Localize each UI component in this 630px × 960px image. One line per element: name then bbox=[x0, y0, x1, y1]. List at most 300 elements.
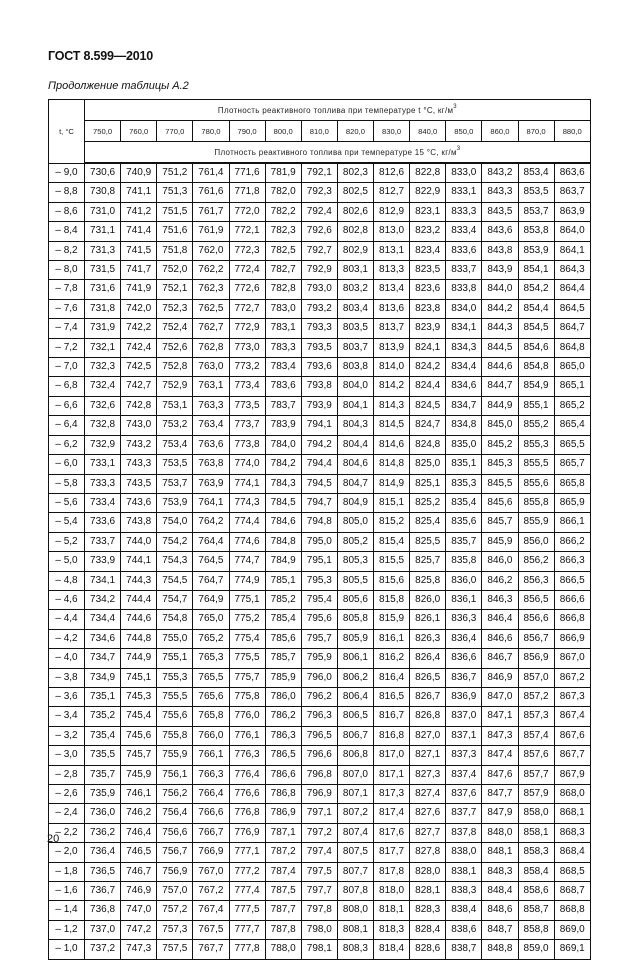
density-cell: 845,6 bbox=[482, 493, 518, 512]
density-cell: 804,4 bbox=[337, 435, 373, 454]
density-cell: 812,6 bbox=[374, 163, 410, 183]
density-cell: 855,5 bbox=[518, 455, 554, 474]
density-cell: 813,7 bbox=[374, 319, 410, 338]
density-cell: 743,5 bbox=[121, 474, 157, 493]
table-row bbox=[49, 687, 591, 706]
density-cell: 796,8 bbox=[301, 765, 337, 784]
density-cell: 746,7 bbox=[121, 862, 157, 881]
density-cell: 816,2 bbox=[374, 649, 410, 668]
density-cell: 794,2 bbox=[301, 435, 337, 454]
density-cell: 848,7 bbox=[482, 920, 518, 939]
density-cell: 836,0 bbox=[446, 571, 482, 590]
density-cell: 825,0 bbox=[410, 455, 446, 474]
table-caption: Продолжение таблицы А.2 bbox=[48, 80, 189, 92]
density-cell: 857,9 bbox=[518, 785, 554, 804]
density-cell: 762,8 bbox=[193, 338, 229, 357]
density-cell: 784,6 bbox=[265, 513, 301, 532]
density-cell: 772,9 bbox=[229, 319, 265, 338]
density-cell: 745,7 bbox=[121, 746, 157, 765]
column-header: 780,0 bbox=[193, 121, 229, 142]
density-cell: 802,3 bbox=[337, 163, 373, 183]
temperature-cell: – 8,8 bbox=[49, 183, 85, 202]
density-cell: 844,3 bbox=[482, 319, 518, 338]
density-cell: 854,9 bbox=[518, 377, 554, 396]
density-cell: 777,8 bbox=[229, 940, 265, 959]
density-cell: 783,4 bbox=[265, 358, 301, 377]
density-cell: 743,0 bbox=[121, 416, 157, 435]
density-cell: 868,1 bbox=[554, 804, 590, 823]
temperature-cell: – 5,0 bbox=[49, 552, 85, 571]
density-cell: 813,0 bbox=[374, 222, 410, 241]
density-cell: 775,7 bbox=[229, 668, 265, 687]
density-cell: 837,8 bbox=[446, 823, 482, 842]
density-cell: 847,4 bbox=[482, 746, 518, 765]
density-cell: 787,2 bbox=[265, 843, 301, 862]
density-cell: 828,3 bbox=[410, 901, 446, 920]
density-cell: 826,1 bbox=[410, 610, 446, 629]
density-cell: 827,0 bbox=[410, 726, 446, 745]
density-cell: 737,2 bbox=[85, 940, 121, 959]
table-row bbox=[49, 532, 591, 551]
density-cell: 794,4 bbox=[301, 455, 337, 474]
column-header: 870,0 bbox=[518, 121, 554, 142]
density-cell: 824,1 bbox=[410, 338, 446, 357]
density-cell: 782,0 bbox=[265, 183, 301, 202]
density-cell: 843,3 bbox=[482, 183, 518, 202]
temperature-cell: – 8,0 bbox=[49, 261, 85, 280]
density-cell: 772,1 bbox=[229, 222, 265, 241]
table-row bbox=[49, 571, 591, 590]
density-cell: 837,1 bbox=[446, 726, 482, 745]
density-cell: 784,3 bbox=[265, 474, 301, 493]
density-cell: 845,2 bbox=[482, 435, 518, 454]
density-cell: 803,2 bbox=[337, 280, 373, 299]
density-cell: 833,1 bbox=[446, 183, 482, 202]
density-cell: 763,6 bbox=[193, 435, 229, 454]
density-cell: 855,1 bbox=[518, 396, 554, 415]
table-row bbox=[49, 299, 591, 318]
density-cell: 835,3 bbox=[446, 474, 482, 493]
density-cell: 755,8 bbox=[157, 726, 193, 745]
temperature-cell: – 6,4 bbox=[49, 416, 85, 435]
density-cell: 752,8 bbox=[157, 358, 193, 377]
density-cell: 846,4 bbox=[482, 610, 518, 629]
density-cell: 794,5 bbox=[301, 474, 337, 493]
density-cell: 785,4 bbox=[265, 610, 301, 629]
density-cell: 733,4 bbox=[85, 493, 121, 512]
density-cell: 741,7 bbox=[121, 261, 157, 280]
density-cell: 827,8 bbox=[410, 843, 446, 862]
temperature-cell: – 1,4 bbox=[49, 901, 85, 920]
density-cell: 835,4 bbox=[446, 493, 482, 512]
table-row bbox=[49, 280, 591, 299]
density-cell: 863,6 bbox=[554, 163, 590, 183]
density-cell: 766,6 bbox=[193, 804, 229, 823]
density-cell: 867,4 bbox=[554, 707, 590, 726]
density-cell: 756,4 bbox=[157, 804, 193, 823]
density-cell: 856,0 bbox=[518, 532, 554, 551]
density-cell: 857,7 bbox=[518, 765, 554, 784]
density-cell: 844,5 bbox=[482, 338, 518, 357]
density-cell: 732,1 bbox=[85, 338, 121, 357]
density-cell: 833,4 bbox=[446, 222, 482, 241]
density-cell: 745,3 bbox=[121, 687, 157, 706]
density-cell: 865,1 bbox=[554, 377, 590, 396]
density-cell: 742,0 bbox=[121, 299, 157, 318]
density-cell: 837,0 bbox=[446, 707, 482, 726]
density-cell: 797,4 bbox=[301, 843, 337, 862]
density-cell: 786,3 bbox=[265, 726, 301, 745]
density-cell: 802,9 bbox=[337, 241, 373, 260]
density-cell: 798,1 bbox=[301, 940, 337, 959]
table-row bbox=[49, 319, 591, 338]
table-row bbox=[49, 358, 591, 377]
density-cell: 804,1 bbox=[337, 396, 373, 415]
density-cell: 854,6 bbox=[518, 338, 554, 357]
density-cell: 755,9 bbox=[157, 746, 193, 765]
density-cell: 866,1 bbox=[554, 513, 590, 532]
density-cell: 735,4 bbox=[85, 726, 121, 745]
table-row bbox=[49, 552, 591, 571]
density-cell: 773,7 bbox=[229, 416, 265, 435]
density-cell: 807,0 bbox=[337, 765, 373, 784]
density-cell: 863,9 bbox=[554, 202, 590, 221]
density-cell: 813,9 bbox=[374, 338, 410, 357]
density-cell: 845,3 bbox=[482, 455, 518, 474]
density-cell: 826,3 bbox=[410, 629, 446, 648]
density-cell: 846,3 bbox=[482, 590, 518, 609]
density-cell: 773,8 bbox=[229, 435, 265, 454]
header-density-at-t: Плотность реактивного топлива при температуре t °C, $кг/м^3$ bbox=[85, 100, 591, 121]
density-cell: 795,1 bbox=[301, 552, 337, 571]
column-header: 850,0 bbox=[446, 121, 482, 142]
density-cell: 823,4 bbox=[410, 241, 446, 260]
density-cell: 805,0 bbox=[337, 513, 373, 532]
density-cell: 866,3 bbox=[554, 552, 590, 571]
density-cell: 835,0 bbox=[446, 435, 482, 454]
density-cell: 815,8 bbox=[374, 590, 410, 609]
density-cell: 766,1 bbox=[193, 746, 229, 765]
density-cell: 813,4 bbox=[374, 280, 410, 299]
density-cell: 856,6 bbox=[518, 610, 554, 629]
table-row bbox=[49, 901, 591, 920]
density-cell: 786,2 bbox=[265, 707, 301, 726]
density-cell: 865,7 bbox=[554, 455, 590, 474]
temperature-cell: – 8,4 bbox=[49, 222, 85, 241]
density-cell: 867,9 bbox=[554, 765, 590, 784]
density-cell: 762,2 bbox=[193, 261, 229, 280]
density-cell: 783,1 bbox=[265, 319, 301, 338]
density-cell: 766,4 bbox=[193, 785, 229, 804]
density-cell: 824,2 bbox=[410, 358, 446, 377]
density-cell: 844,9 bbox=[482, 396, 518, 415]
density-cell: 735,7 bbox=[85, 765, 121, 784]
density-cell: 808,1 bbox=[337, 920, 373, 939]
temperature-cell: – 4,0 bbox=[49, 649, 85, 668]
density-cell: 783,0 bbox=[265, 299, 301, 318]
density-cell: 776,9 bbox=[229, 823, 265, 842]
page-number: 20 bbox=[47, 833, 60, 845]
temperature-cell: – 3,6 bbox=[49, 687, 85, 706]
density-cell: 817,7 bbox=[374, 843, 410, 862]
density-cell: 764,7 bbox=[193, 571, 229, 590]
density-cell: 793,2 bbox=[301, 299, 337, 318]
density-cell: 868,4 bbox=[554, 843, 590, 862]
density-cell: 754,8 bbox=[157, 610, 193, 629]
density-cell: 754,0 bbox=[157, 513, 193, 532]
table-row bbox=[49, 222, 591, 241]
density-cell: 757,0 bbox=[157, 882, 193, 901]
temperature-cell: – 1,6 bbox=[49, 882, 85, 901]
density-cell: 747,3 bbox=[121, 940, 157, 959]
temperature-cell: – 2,0 bbox=[49, 843, 85, 862]
density-cell: 771,6 bbox=[229, 163, 265, 183]
density-cell: 774,9 bbox=[229, 571, 265, 590]
density-cell: 796,5 bbox=[301, 726, 337, 745]
density-cell: 858,7 bbox=[518, 901, 554, 920]
density-cell: 785,9 bbox=[265, 668, 301, 687]
density-cell: 785,2 bbox=[265, 590, 301, 609]
density-cell: 847,1 bbox=[482, 707, 518, 726]
density-cell: 761,9 bbox=[193, 222, 229, 241]
density-cell: 825,1 bbox=[410, 474, 446, 493]
temperature-cell: – 6,8 bbox=[49, 377, 85, 396]
density-cell: 834,1 bbox=[446, 319, 482, 338]
table-row bbox=[49, 202, 591, 221]
density-cell: 865,8 bbox=[554, 474, 590, 493]
density-cell: 814,2 bbox=[374, 377, 410, 396]
density-cell: 754,7 bbox=[157, 590, 193, 609]
density-cell: 806,1 bbox=[337, 649, 373, 668]
density-cell: 853,9 bbox=[518, 241, 554, 260]
density-cell: 755,6 bbox=[157, 707, 193, 726]
header-density-at-15: Плотность реактивного топлива при температуре 15 °C, $кг/м^3$ bbox=[85, 142, 591, 164]
density-cell: 746,2 bbox=[121, 804, 157, 823]
density-cell: 805,9 bbox=[337, 629, 373, 648]
density-cell: 847,6 bbox=[482, 765, 518, 784]
density-cell: 736,0 bbox=[85, 804, 121, 823]
density-cell: 817,6 bbox=[374, 823, 410, 842]
density-cell: 803,7 bbox=[337, 338, 373, 357]
density-cell: 766,7 bbox=[193, 823, 229, 842]
density-cell: 838,0 bbox=[446, 843, 482, 862]
density-cell: 814,9 bbox=[374, 474, 410, 493]
density-cell: 806,8 bbox=[337, 746, 373, 765]
density-cell: 732,8 bbox=[85, 416, 121, 435]
density-cell: 794,1 bbox=[301, 416, 337, 435]
density-cell: 761,7 bbox=[193, 202, 229, 221]
temperature-cell: – 1,8 bbox=[49, 862, 85, 881]
density-cell: 741,1 bbox=[121, 183, 157, 202]
density-cell: 868,5 bbox=[554, 862, 590, 881]
density-cell: 765,3 bbox=[193, 649, 229, 668]
density-cell: 807,1 bbox=[337, 785, 373, 804]
density-cell: 825,7 bbox=[410, 552, 446, 571]
density-cell: 855,8 bbox=[518, 493, 554, 512]
table-row bbox=[49, 726, 591, 745]
density-cell: 784,2 bbox=[265, 455, 301, 474]
density-cell: 777,4 bbox=[229, 882, 265, 901]
density-cell: 761,4 bbox=[193, 163, 229, 183]
density-cell: 776,6 bbox=[229, 785, 265, 804]
density-cell: 807,8 bbox=[337, 882, 373, 901]
table-row bbox=[49, 396, 591, 415]
density-cell: 826,7 bbox=[410, 687, 446, 706]
density-cell: 741,5 bbox=[121, 241, 157, 260]
density-cell: 733,9 bbox=[85, 552, 121, 571]
density-cell: 775,1 bbox=[229, 590, 265, 609]
density-cell: 815,9 bbox=[374, 610, 410, 629]
density-cell: 785,7 bbox=[265, 649, 301, 668]
density-cell: 812,7 bbox=[374, 183, 410, 202]
density-cell: 858,1 bbox=[518, 823, 554, 842]
temperature-cell: – 4,6 bbox=[49, 590, 85, 609]
density-cell: 867,0 bbox=[554, 649, 590, 668]
density-cell: 817,0 bbox=[374, 746, 410, 765]
table-row bbox=[49, 843, 591, 862]
density-cell: 752,0 bbox=[157, 261, 193, 280]
density-cell: 834,8 bbox=[446, 416, 482, 435]
density-cell: 822,9 bbox=[410, 183, 446, 202]
density-cell: 826,4 bbox=[410, 649, 446, 668]
density-cell: 782,7 bbox=[265, 261, 301, 280]
density-cell: 804,3 bbox=[337, 416, 373, 435]
temperature-cell: – 3,2 bbox=[49, 726, 85, 745]
density-cell: 776,4 bbox=[229, 765, 265, 784]
density-cell: 735,5 bbox=[85, 746, 121, 765]
density-cell: 824,8 bbox=[410, 435, 446, 454]
density-cell: 797,2 bbox=[301, 823, 337, 842]
table-row bbox=[49, 377, 591, 396]
density-cell: 816,7 bbox=[374, 707, 410, 726]
density-cell: 764,5 bbox=[193, 552, 229, 571]
density-cell: 824,7 bbox=[410, 416, 446, 435]
density-cell: 744,9 bbox=[121, 649, 157, 668]
density-cell: 797,1 bbox=[301, 804, 337, 823]
density-cell: 746,1 bbox=[121, 785, 157, 804]
density-cell: 747,2 bbox=[121, 920, 157, 939]
density-cell: 746,4 bbox=[121, 823, 157, 842]
temperature-cell: – 2,4 bbox=[49, 804, 85, 823]
density-cell: 781,9 bbox=[265, 163, 301, 183]
density-cell: 755,0 bbox=[157, 629, 193, 648]
density-cell: 846,0 bbox=[482, 552, 518, 571]
density-cell: 782,2 bbox=[265, 202, 301, 221]
density-cell: 867,2 bbox=[554, 668, 590, 687]
density-cell: 754,5 bbox=[157, 571, 193, 590]
density-cell: 835,7 bbox=[446, 532, 482, 551]
density-cell: 818,1 bbox=[374, 901, 410, 920]
density-cell: 772,6 bbox=[229, 280, 265, 299]
density-cell: 818,3 bbox=[374, 920, 410, 939]
density-cell: 796,3 bbox=[301, 707, 337, 726]
density-cell: 817,8 bbox=[374, 862, 410, 881]
density-cell: 805,5 bbox=[337, 571, 373, 590]
density-cell: 734,2 bbox=[85, 590, 121, 609]
density-cell: 843,9 bbox=[482, 261, 518, 280]
density-cell: 864,5 bbox=[554, 299, 590, 318]
density-cell: 783,6 bbox=[265, 377, 301, 396]
density-cell: 817,1 bbox=[374, 765, 410, 784]
density-cell: 776,3 bbox=[229, 746, 265, 765]
density-cell: 865,0 bbox=[554, 358, 590, 377]
density-cell: 853,5 bbox=[518, 183, 554, 202]
density-cell: 764,2 bbox=[193, 513, 229, 532]
density-cell: 828,6 bbox=[410, 940, 446, 959]
density-cell: 833,3 bbox=[446, 202, 482, 221]
density-cell: 751,6 bbox=[157, 222, 193, 241]
density-cell: 752,9 bbox=[157, 377, 193, 396]
density-cell: 848,8 bbox=[482, 940, 518, 959]
density-cell: 806,2 bbox=[337, 668, 373, 687]
temperature-cell: – 6,2 bbox=[49, 435, 85, 454]
density-cell: 782,3 bbox=[265, 222, 301, 241]
density-cell: 803,8 bbox=[337, 358, 373, 377]
density-cell: 732,4 bbox=[85, 377, 121, 396]
density-cell: 857,3 bbox=[518, 707, 554, 726]
density-cell: 755,5 bbox=[157, 687, 193, 706]
density-cell: 751,5 bbox=[157, 202, 193, 221]
density-cell: 826,0 bbox=[410, 590, 446, 609]
density-cell: 853,8 bbox=[518, 222, 554, 241]
density-cell: 866,6 bbox=[554, 590, 590, 609]
density-cell: 751,3 bbox=[157, 183, 193, 202]
density-cell: 813,6 bbox=[374, 299, 410, 318]
density-cell: 814,3 bbox=[374, 396, 410, 415]
density-cell: 746,5 bbox=[121, 843, 157, 862]
table-row bbox=[49, 513, 591, 532]
density-cell: 796,0 bbox=[301, 668, 337, 687]
density-cell: 856,9 bbox=[518, 649, 554, 668]
density-cell: 745,1 bbox=[121, 668, 157, 687]
density-cell: 812,9 bbox=[374, 202, 410, 221]
density-cell: 866,5 bbox=[554, 571, 590, 590]
density-cell: 867,6 bbox=[554, 726, 590, 745]
density-cell: 757,3 bbox=[157, 920, 193, 939]
density-cell: 867,3 bbox=[554, 687, 590, 706]
density-cell: 843,6 bbox=[482, 222, 518, 241]
density-cell: 787,5 bbox=[265, 882, 301, 901]
density-cell: 756,6 bbox=[157, 823, 193, 842]
column-header: 840,0 bbox=[410, 121, 446, 142]
density-cell: 731,6 bbox=[85, 280, 121, 299]
density-cell: 815,1 bbox=[374, 493, 410, 512]
density-cell: 868,8 bbox=[554, 901, 590, 920]
density-cell: 786,9 bbox=[265, 804, 301, 823]
density-cell: 742,4 bbox=[121, 338, 157, 357]
density-cell: 776,1 bbox=[229, 726, 265, 745]
density-cell: 866,2 bbox=[554, 532, 590, 551]
temperature-cell: – 5,8 bbox=[49, 474, 85, 493]
table-row bbox=[49, 649, 591, 668]
density-cell: 784,5 bbox=[265, 493, 301, 512]
table-row bbox=[49, 785, 591, 804]
density-cell: 731,9 bbox=[85, 319, 121, 338]
density-cell: 783,3 bbox=[265, 338, 301, 357]
density-cell: 743,2 bbox=[121, 435, 157, 454]
table-row bbox=[49, 668, 591, 687]
density-cell: 754,2 bbox=[157, 532, 193, 551]
density-cell: 797,8 bbox=[301, 901, 337, 920]
density-cell: 741,4 bbox=[121, 222, 157, 241]
density-cell: 827,1 bbox=[410, 746, 446, 765]
density-cell: 845,9 bbox=[482, 532, 518, 551]
temperature-cell: – 3,8 bbox=[49, 668, 85, 687]
density-cell: 734,9 bbox=[85, 668, 121, 687]
density-cell: 762,3 bbox=[193, 280, 229, 299]
density-cell: 803,1 bbox=[337, 261, 373, 280]
density-cell: 776,0 bbox=[229, 707, 265, 726]
